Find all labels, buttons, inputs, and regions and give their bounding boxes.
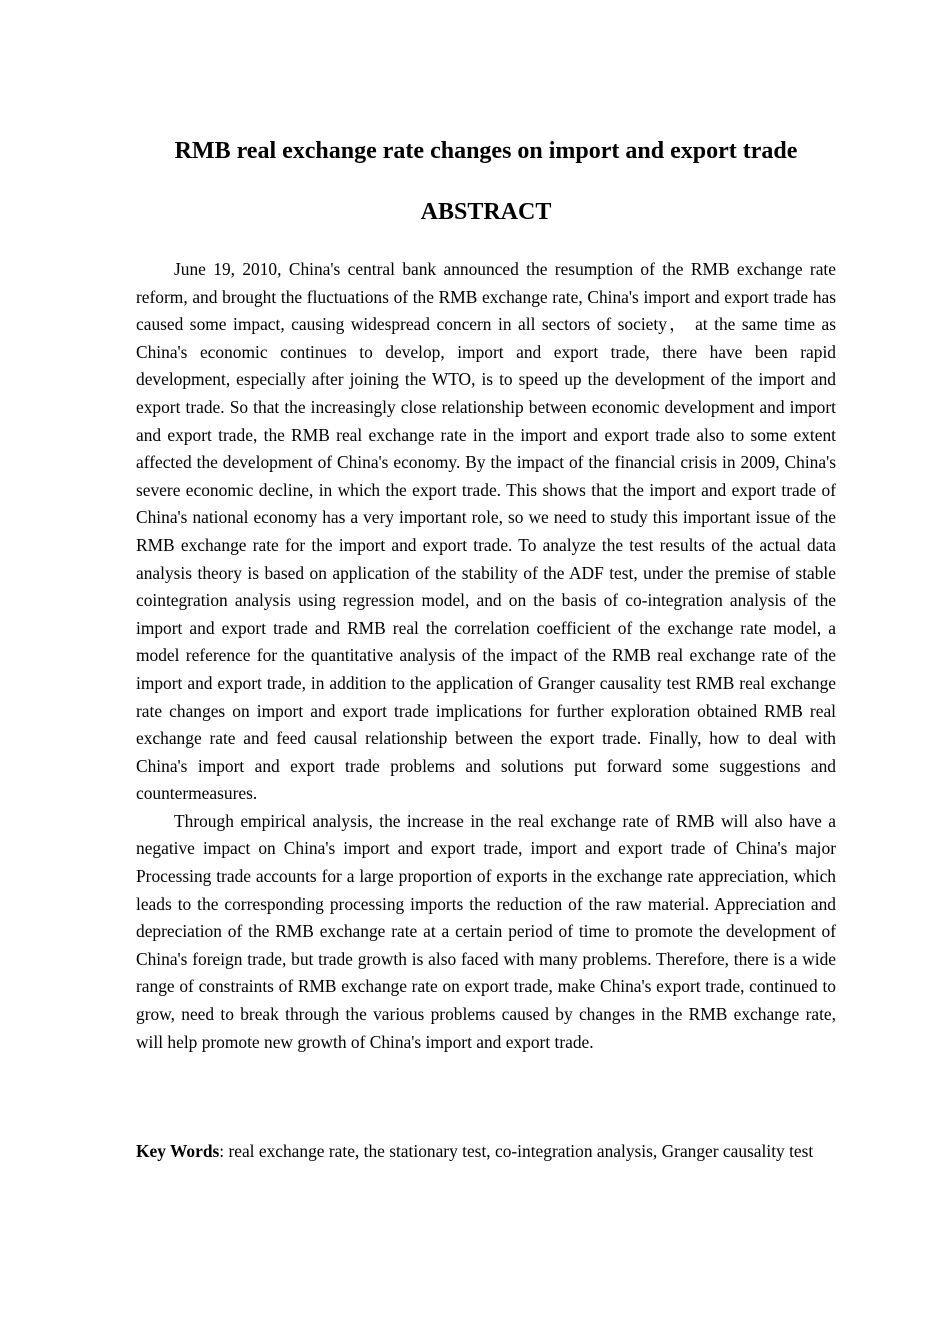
abstract-paragraph-1: June 19, 2010, China's central bank announced the resumption of the RMB exchange rate reform, and brought the fluctuations of the RMB exchange rate, China's import and export trade has caused some impact, causing widespread concern in all sectors of society， at the same time as China's economic continues to develop, import and export trade, there have been rapid development, especially after joining the WTO, is to speed up the development of the import and export trade. So that the increasingly close relationship between economic development and import and export trade, the RMB real exchange rate in the import and export trade also to some extent affected the development of China's economy. By the impact of the financial crisis in 2009, China's severe economic decline, in which the export trade. This shows that the import and export trade of China's national economy has a very important role, so we need to study this important issue of the RMB exchange rate for the import and export trade. To analyze the test results of the actual data analysis theory is based on application of the stability of the ADF test, under the premise of stable cointegration analysis using regression model, and on the basis of co-integration analysis of the import and export trade and RMB real the correlation coefficient of the exchange rate model, a model reference for the quantitative analysis of the impact of the RMB real exchange rate of the import and export trade, in addition to the application of Granger causality test RMB real exchange rate changes on import and export trade implications for further exploration obtained RMB real exchange rate and feed causal relationship between the export trade. Finally, how to deal with China's import and export trade problems and solutions put forward some suggestions and countermeasures. <box>136 259 836 804</box>
keywords-line <box>136 1138 836 1166</box>
abstract-heading: ABSTRACT <box>420 199 552 225</box>
abstract-body <box>136 256 836 1056</box>
keywords-text: : real exchange rate, the stationary test, co-integration analysis, Granger causality test <box>219 1141 814 1161</box>
paper-title: RMB real exchange rate changes on import and export trade <box>174 138 798 164</box>
abstract-paragraph-2: Through empirical analysis, the increase in the real exchange rate of RMB will also have a negative impact on China's import and export trade, import and export trade of China's major Processing trade accounts for a large proportion of exports in the exchange rate appreciation, which leads to the corresponding processing imports the reduction of the raw material. Appreciation and depreciation of the RMB exchange rate at a certain period of time to promote the development of China's foreign trade, but trade growth is also faced with many problems. Therefore, there is a wide range of constraints of RMB exchange rate on export trade, make China's export trade, continued to grow, need to break through the various problems caused by changes in the RMB exchange rate, will help promote new growth of China's import and export trade. <box>136 810 836 1052</box>
keywords-label: Key Words <box>136 1141 220 1161</box>
